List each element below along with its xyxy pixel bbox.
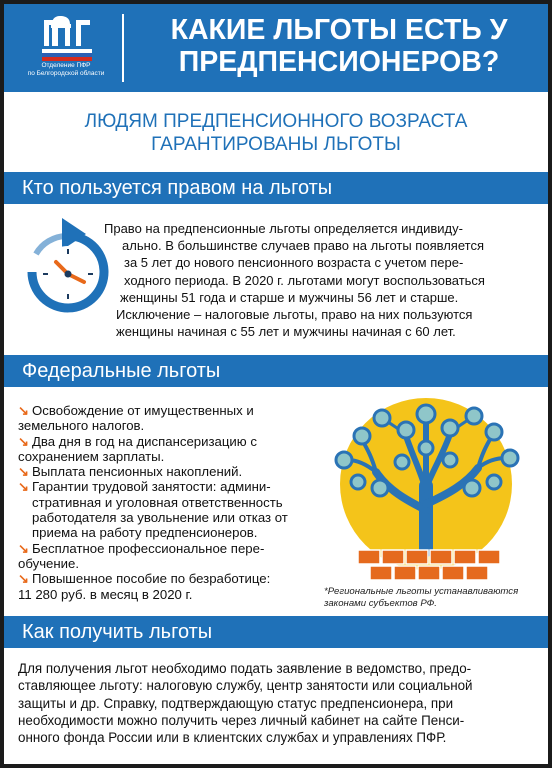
paragraph-line: Исключение – налоговые льготы, право на них пользуются xyxy=(116,307,473,323)
paragraph-line: необходимости можно получить через личный кабинет на сайте Пенси- xyxy=(18,712,465,728)
tree-illustration xyxy=(322,390,542,586)
list-item-line: Бесплатное профессиональное пере- xyxy=(32,540,265,556)
list-item-line: земельного налогов. xyxy=(18,418,145,434)
arrow-bullet-icon: ↘ xyxy=(18,403,29,418)
list-item-line: Освобождение от имущественных и xyxy=(32,403,254,418)
header-divider xyxy=(122,14,124,82)
list-item-line: Выплата пенсионных накоплений. xyxy=(32,464,243,480)
paragraph-line: женщины 51 года и старше и мужчины 56 лет и старше. xyxy=(120,289,459,305)
list-item-line: Два дня в год на диспансеризацию с xyxy=(32,433,257,449)
section-heading-how: Как получить льготы xyxy=(4,616,548,648)
paragraph-line: ходного периода. В 2020 г. льготами могут воспользоваться xyxy=(124,272,485,288)
list-item xyxy=(18,541,318,572)
logo-caption-line: Отделение ПФР xyxy=(41,62,91,69)
paragraph-line: онного фонда России или в клиентских службах и управлениях ПФР. xyxy=(18,730,447,746)
arrow-bullet-icon: ↘ xyxy=(18,540,29,556)
section-heading-federal: Федеральные льготы xyxy=(4,355,548,387)
arrow-bullet-icon: ↘ xyxy=(18,433,29,449)
arrow-bullet-icon: ↘ xyxy=(18,464,29,480)
subtitle-line: ГАРАНТИРОВАНЫ ЛЬГОТЫ xyxy=(151,134,401,155)
paragraph-line: ставляющее льготу: налоговую службу, центр занятости или социальной xyxy=(18,678,473,694)
paragraph-line: женщины начиная с 55 лет и мужчины начиная с 60 лет. xyxy=(116,324,456,340)
clock-icon xyxy=(14,214,114,324)
who-paragraph xyxy=(104,220,532,340)
title-line: КАКИЕ ЛЬГОТЫ ЕСТЬ У xyxy=(170,14,508,46)
list-item-line: Повышенное пособие по безработице: xyxy=(32,571,271,587)
list-item-line: работодателя за увольнение или отказ от xyxy=(32,510,288,526)
list-item-line: сохранением зарплаты. xyxy=(18,448,165,464)
list-item-line: стративная и уголовная ответственность xyxy=(32,494,283,510)
paragraph-line: за 5 лет до нового пенсионного возраста с учетом пере- xyxy=(124,255,464,271)
logo-caption xyxy=(16,62,116,78)
paragraph-line: Право на предпенсионные льготы определяется индивиду- xyxy=(104,221,463,236)
paragraph-line: ально. В большинстве случаев право на льготы появляется xyxy=(122,238,484,254)
list-item xyxy=(18,571,318,602)
list-item-line: обучение. xyxy=(18,555,80,571)
subtitle-line: ЛЮДЯМ ПРЕДПЕНСИОННОГО ВОЗРАСТА xyxy=(84,111,468,132)
section-heading-who: Кто пользуется правом на льготы xyxy=(4,172,548,204)
footnote-line: *Региональные льготы устанавливаются xyxy=(324,586,519,597)
list-item xyxy=(18,434,318,465)
how-paragraph xyxy=(18,660,538,746)
page-title xyxy=(134,14,544,78)
pfr-logo-icon xyxy=(16,12,116,62)
arrow-bullet-icon: ↘ xyxy=(18,571,29,587)
arrow-bullet-icon: ↘ xyxy=(18,479,29,495)
logo-caption-line: по Белгородской области xyxy=(27,70,105,77)
list-item-line: Гарантии трудовой занятости: админи- xyxy=(32,479,271,495)
title-line: ПРЕДПЕНСИОНЕРОВ? xyxy=(178,46,500,78)
list-item xyxy=(18,464,318,479)
infographic-page xyxy=(4,4,548,764)
list-item xyxy=(18,479,318,540)
list-item-line: 11 280 руб. в месяц в 2020 г. xyxy=(18,586,193,602)
regional-footnote xyxy=(324,586,544,610)
paragraph-line: защиты и др. Справку, подтверждающую статус предпенсионера, при xyxy=(18,695,454,711)
footnote-line: законами субъектов РФ. xyxy=(324,598,437,609)
page-subtitle xyxy=(4,110,548,156)
list-item-line: приема на работу предпенсионеров. xyxy=(32,525,258,541)
list-item xyxy=(18,403,318,434)
header-banner xyxy=(4,4,548,92)
paragraph-line: Для получения льгот необходимо подать заявление в ведомство, предо- xyxy=(18,661,472,676)
pfr-logo xyxy=(16,12,116,86)
federal-benefits-list xyxy=(18,403,318,602)
